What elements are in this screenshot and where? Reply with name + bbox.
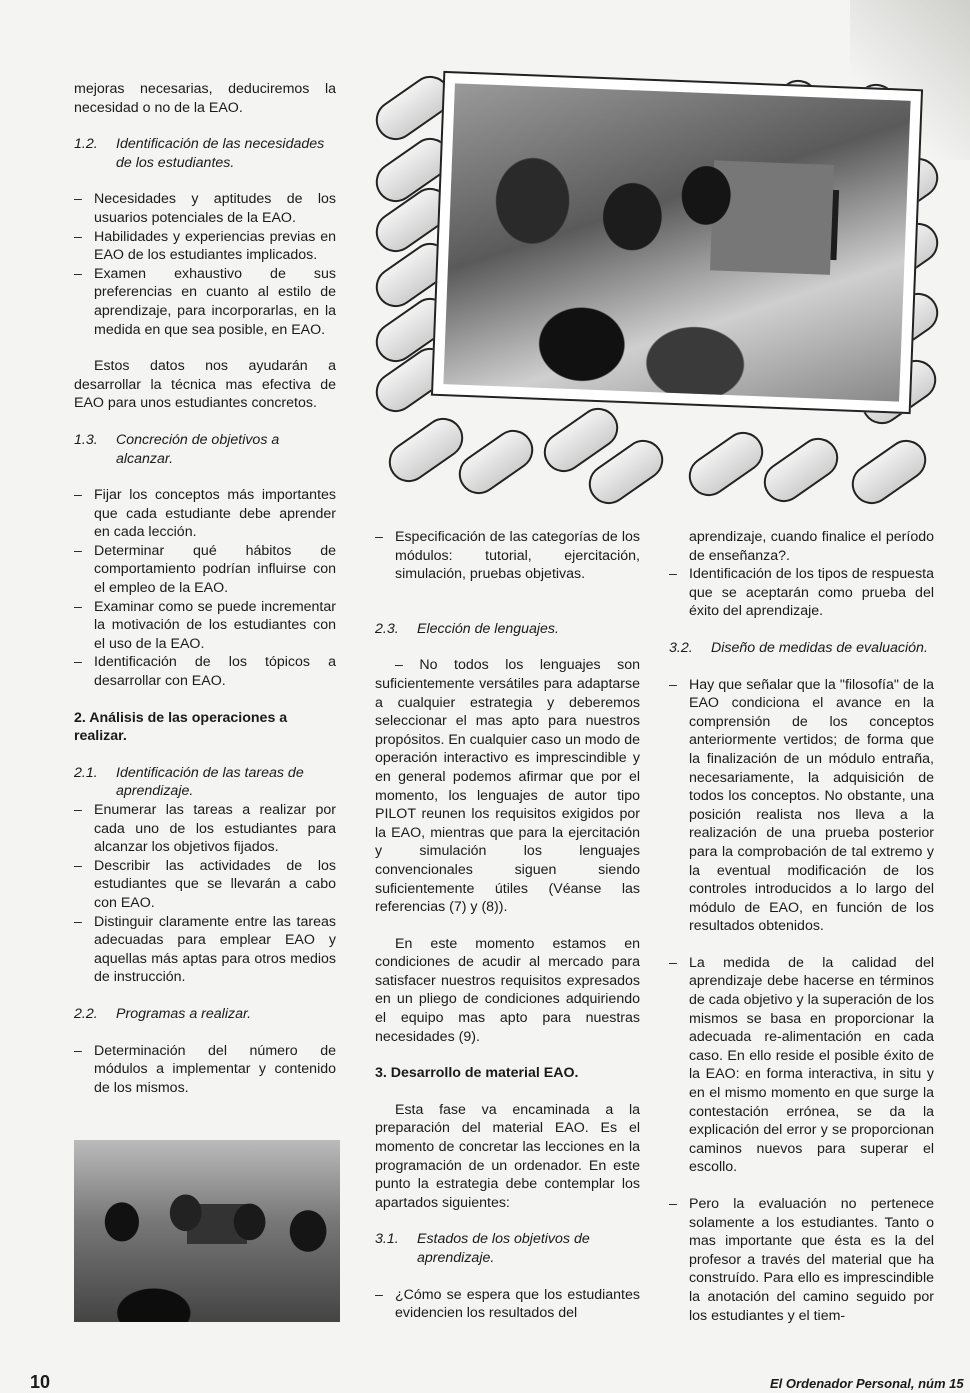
module-categories-list (375, 528, 640, 584)
section-2-2-list (74, 1042, 336, 1098)
page-number: 10 (30, 1372, 51, 1392)
section-2-3-heading: 2.3. Elección de lenguajes. (375, 620, 559, 637)
section-2-3-paragraph-2: En este momento estamos en condiciones de acudir al mercado para satisfacer nuestros requisitos expresados en un pliego de condiciones adquiriendo el equipo mas apto para nuestras necesidades (9). (375, 935, 640, 1045)
list-item: – Especificación de las categorías de los módulos: tutorial, ejercitación, simulación, pruebas objetivas. (375, 528, 640, 584)
list-item: – Identificación de los tópicos a desarrollar con EAO. (74, 653, 336, 690)
section-1-3-list (74, 486, 336, 691)
section-3-heading: 3. Desarrollo de material EAO. (375, 1065, 579, 1082)
section-2-1-list (74, 801, 336, 987)
list-item: – Determinar qué hábitos de comportamiento podrían influirse con el empleo de la EAO. (74, 542, 336, 598)
photo-image (443, 83, 910, 401)
list-item: – Hay que señalar que la "filosofía" de la EAO condiciona el avance en la comprensión de los conceptos anteriormente vertidos; de forma que la finalización de un módulo entraña, necesariamente, la adquisición de todos los conceptos. No obstante, una posición realista nos lleva a la realización de una prueba posterior para la comprobación de tal extremo y la eventual modificación de los controles introducidos a lo largo del módulo de EAO, en función de los resultados obtenidos. (669, 676, 934, 936)
section-2-2-heading: 2.2. Programas a realizar. (74, 1005, 252, 1022)
section-2-3-paragraph: – No todos los lenguajes son suficientemente versátiles para adaptarse a cualquier estrategia y deberemos seleccionar el mas apto para nuestros propósitos. En cualquier caso un modo de operación interactivo es imprescindible y en general podemos afirmar que por el momento, los lenguajes de autor tipo PILOT reunen los requisitos exigidos por la EAO, mientras que para la ejercitación y simulación los lenguajes convencionales siguen siendo suficientemente útiles (Véanse las referencias (7) y (8)). (375, 657, 640, 916)
column-2 (375, 528, 640, 1323)
section-3-2-heading: 3.2. Diseño de medidas de evaluación. (669, 639, 928, 656)
section-1-2-heading: 1.2. Identificación de las necesidades de los estudiantes. (74, 136, 325, 171)
list-item: – Determinación del número de módulos a implementar y contenido de los mismos. (74, 1042, 336, 1098)
section-3-1-list (375, 1286, 640, 1323)
continued-text: aprendizaje, cuando finalice el período de enseñanza?. (689, 529, 934, 564)
list-item: – La medida de la calidad del aprendizaje debe hacerse en términos de cada objetivo y la superación de los mismos se basa en proporcionar la adecuada re-alimentación en cada caso. En ello reside el posible éxito de la EAO: en forma interactiva, in situ y en el mismo momento en que surge la contestación errónea, se da la explicación del error y se proporcionan caminos nuevos para superar el escollo. (669, 954, 934, 1177)
section-2-1-heading: 2.1. Identificación de las tareas de aprendizaje. (74, 764, 304, 800)
section-1-2-paragraph: Estos datos nos ayudarán a desarrollar la técnica mas efectiva de EAO para unos estudiantes concretos. (74, 358, 336, 412)
photo-children-classroom (74, 1140, 340, 1322)
column-3 (669, 528, 934, 1325)
section-3-2-list (669, 676, 934, 1326)
intro-paragraph: mejoras necesarias, deduciremos la necesidad o no de la EAO. (74, 81, 336, 116)
section-1-2-list (74, 190, 336, 339)
list-item: – Fijar los conceptos más importantes que cada estudiante debe aprender en cada lección. (74, 486, 336, 542)
magazine-footer: El Ordenador Personal, núm 15 (770, 1376, 964, 1391)
list-item: – Distinguir claramente entre las tareas adecuadas para emplear EAO y aquellas más aptas para otros medios de instrucción. (74, 913, 336, 987)
list-item: – Identificación de los tipos de respuesta que se aceptarán como prueba del éxito del aprendizaje. (669, 565, 934, 621)
list-item: – ¿Cómo se espera que los estudiantes evidencien los resultados del (375, 1286, 640, 1323)
list-item: – Necesidades y aptitudes de los usuarios potenciales de la EAO. (74, 190, 336, 227)
column-1 (74, 80, 336, 1097)
list-item: – Examen exhaustivo de sus preferencias en cuanto al estilo de aprendizaje, para incorporarlas, en la medida en que sea posible, en EAO. (74, 265, 336, 339)
section-1-3-heading: 1.3. Concreción de objetivos a alcanzar. (74, 431, 280, 467)
list-item: – Habilidades y experiencias previas en EAO de los estudiantes implicados. (74, 228, 336, 265)
list-item: – Describir las actividades de los estudiantes que se llevarán a cabo con EAO. (74, 857, 336, 913)
list-item: – Examinar como se puede incrementar la motivación de los estudiantes con el uso de la EAO. (74, 598, 336, 654)
list-item: – Pero la evaluación no pertenece solamente a los estudiantes. Tanto o mas importante que ésta es la del profesor a través del material que ha construído. Para ello es imprescindible la anotación del camino seguido por los estudiantes y el tiem- (669, 1195, 934, 1325)
section-3-paragraph: Esta fase va encaminada a la preparación del material EAO. Es el momento de concretar las lecciones en la programación de un ordenador. En este punto la estrategia debe contemplar los apartados siguientes: (375, 1101, 640, 1211)
photo-children-at-computer (431, 71, 923, 414)
section-2-heading: 2. Análisis de las operaciones a realizar. (74, 709, 288, 745)
section-3-1-heading: 3.1. Estados de los objetivos de aprendizaje. (375, 1231, 590, 1266)
list-item: – Enumerar las tareas a realizar por cada uno de los estudiantes para alcanzar los objetivos fijados. (74, 801, 336, 857)
response-types-list (669, 565, 934, 621)
